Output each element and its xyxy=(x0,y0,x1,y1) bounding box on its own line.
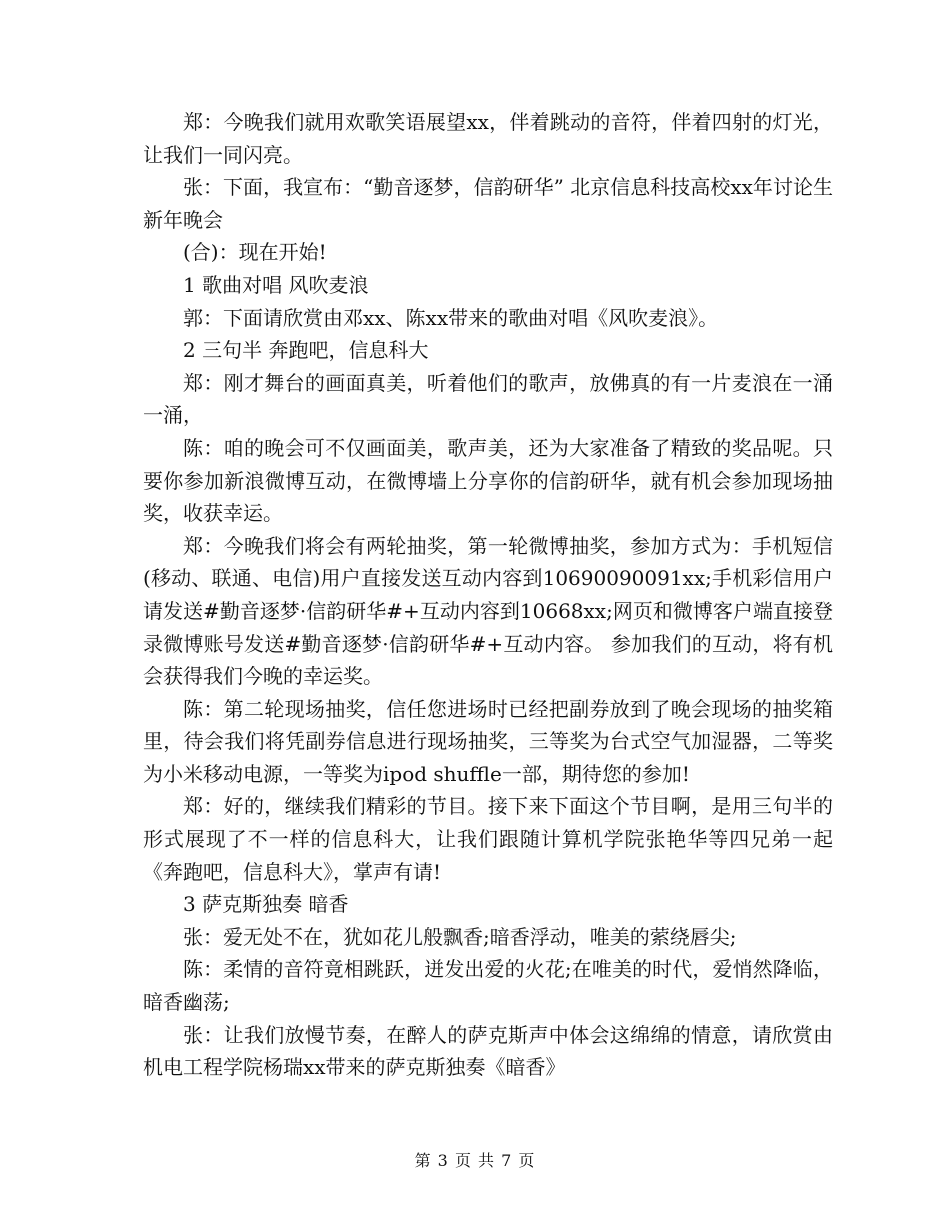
paragraph: 陈：咱的晚会可不仅画面美，歌声美，还为大家准备了精致的奖品呢。只要你参加新浪微博互动，在微博墙上分享你的信韵研华，就有机会参加现场抽奖，收获幸运。 xyxy=(143,435,833,526)
section-heading: 1 歌曲对唱 风吹麦浪 xyxy=(183,272,369,297)
paragraph: 张：让我们放慢节奏，在醉人的萨克斯声中体会这绵绵的情意，请欣赏由机电工程学院杨瑞xx带来的萨克斯独奏《暗香》 xyxy=(143,1022,833,1080)
page-number-footer: 第 3 页 共 7 页 xyxy=(414,1151,536,1170)
paragraph: 郑：今晚我们就用欢歌笑语展望xx，伴着跳动的音符，伴着四射的灯光，让我们一同闪亮。 xyxy=(143,110,833,167)
paragraph: (合)：现在开始! xyxy=(183,240,327,265)
paragraph: 张：爱无处不在，犹如花儿般飘香;暗香浮动，唯美的萦绕唇尖; xyxy=(183,924,737,949)
paragraph: 郭：下面请欣赏由邓xx、陈xx带来的歌曲对唱《风吹麦浪》。 xyxy=(183,305,719,330)
paragraph: 郑：今晚我们将会有两轮抽奖，第一轮微博抽奖，参加方式为：手机短信(移动、联通、电信)用户直接发送互动内容到10690090091xx;手机彩信用户请发送#勤音逐梦·信韵研华#+互动内容到10668xx;网页和微博客户端直接登录微博账号发送#勤音逐梦·信韵研华#+互动内容。 参加我们的互动，将有机会获得我们今晚的幸运奖。 xyxy=(143,533,833,689)
paragraph: 张：下面，我宣布：“勤音逐梦，信韵研华” 北京信息科技高校xx年讨论生新年晚会 xyxy=(143,175,833,232)
document-body xyxy=(143,106,833,1084)
paragraph: 陈：第二轮现场抽奖，信任您进场时已经把副券放到了晚会现场的抽奖箱里，待会我们将凭副券信息进行现场抽奖，三等奖为台式空气加湿器，二等奖为小米移动电源，一等奖为ipod shuffle一部，期待您的参加! xyxy=(143,696,833,786)
paragraph: 陈：柔情的音符竟相跳跃，迸发出爱的火花;在唯美的时代，爱悄然降临，暗香幽荡; xyxy=(143,957,833,1015)
section-heading: 2 三句半 奔跑吧，信息科大 xyxy=(183,338,429,363)
section-heading: 3 萨克斯独奏 暗香 xyxy=(183,892,349,917)
paragraph: 郑：好的，继续我们精彩的节目。接下来下面这个节目啊，是用三句半的形式展现了不一样的信息科大，让我们跟随计算机学院张艳华等四兄弟一起《奔跑吧，信息科大》，掌声有请! xyxy=(143,794,833,884)
paragraph: 郑：刚才舞台的画面真美，听着他们的歌声，放佛真的有一片麦浪在一涌一涌， xyxy=(143,370,833,428)
